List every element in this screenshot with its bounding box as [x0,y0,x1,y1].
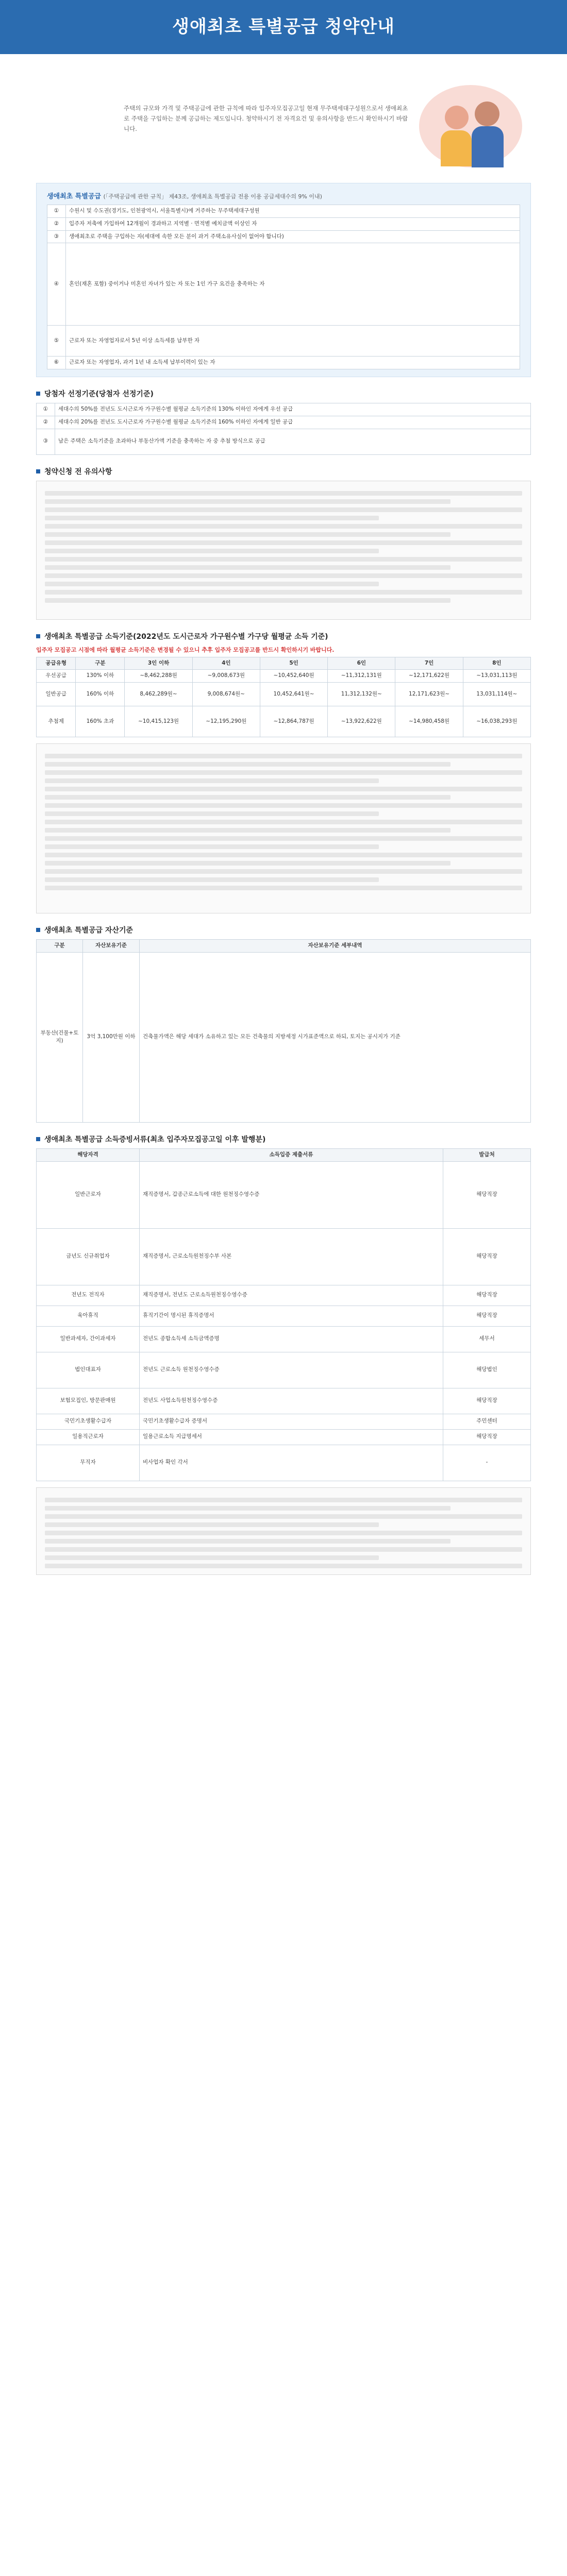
caution-section-title: 청약신청 전 유의사항 [36,466,531,477]
criteria-title: 생애최초 특별공급 (「주택공급에 관한 규칙」 제43조, 생애최초 특별공급 전용 이용 공급세대수의 9% 이내) [47,193,322,200]
selection-section-title: 당첨자 선정기준(당첨자 선정기준) [36,388,531,399]
docs-section-title: 생애최초 특별공급 소득증빙서류(최초 입주자모집공고일 이후 발행분) [36,1134,531,1144]
page-title: 생애최초 특별공급 청약안내 [172,16,395,37]
criteria-table: ① 수원시 및 수도권(경기도, 인천광역시, 서울특별시)에 거주하는 무주택세대구성원 ② 입주자 저축에 가입하여 12개월이 경과하고 지역별 · 면적별 예치금액 이상인 자 ③ 생애최초로 주택을 구입하는 자(세대에 속한 모든 분이 과거 주택소유사실이 없어야 합니다) ④ 혼인(재혼 포함) 중이거나 미혼인 자녀가 있는 자 또는 1인 가구 요건을 충족하는 자 ⑤ 근로자 또는 자영업자로서 5년 이상 소득세를 납부한 자 ⑥ 근로자 또는 자영업자, 과거 1년 내 소득세 납부이력이 있는 자 [47,205,520,369]
income-section-title: 생애최초 특별공급 소득기준(2022년도 도시근로자 가구원수별 가구당 월평균 소득 기준) [36,631,531,641]
asset-table: 구분 자산보유기준 자산보유기준 세부내역 부동산(건물+토지) 3억 3,100만원 이하 건축물가액은 해당 세대가 소유하고 있는 모든 건축물의 지방세정 시가표준액으로 하되, 토지는 공시지가 기준 [36,939,531,1123]
asset-section-title: 생애최초 특별공급 자산기준 [36,925,531,935]
caution-box [36,481,531,620]
header-banner [0,0,567,54]
footer-notes [36,1487,531,1575]
income-table: 공급유형 구분 3인 이하 4인 5인 6인 7인 8인 우선공급 130% 이하 ~8,462,288원 ~9,008,673원 ~10,452,640원 ~11,312,131원 ~12,171,622원 ~13,031,113원 일반공급 160% 이하 8,462,289원~ 9,008,674원~ 10,452,641원~ 11,312,132원~ 12,171,623원~ 13,031,114원~ 추첨제 160% 초과 ~10,415,123원 ~12,195,290원 ~12,864,787원 ~13,922,622원 ~14,980,458원 ~16,038,293원 [36,657,531,738]
income-notes-box [36,743,531,913]
selection-table: ① 세대수의 50%를 전년도 도시근로자 가구원수별 월평균 소득기준의 130% 이하인 자에게 우선 공급 ② 세대수의 20%를 전년도 도시근로자 가구원수별 월평균 소득기준의 160% 이하인 자에게 일반 공급 ③ 남은 주택은 소득기준을 초과하나 부동산가액 기준을 충족하는 자 중 추첨 방식으로 공급 [36,403,531,455]
intro-text: 주택의 규모와 가격 및 주택공급에 관한 규칙에 따라 입주자모집공고일 현재 무주택세대구성원으로서 생애최초로 주택을 구입하는 분께 공급하는 제도입니다. 청약하시기 전 자격요건 및 유의사항을 반드시 확인하시기 바랍니다. [124,105,408,133]
criteria-box [36,183,531,377]
income-warning: 입주자 모집공고 시점에 따라 월평균 소득기준은 변경될 수 있으니 추후 입주자 모집공고를 반드시 확인하시기 바랍니다. [36,646,335,653]
intro-section [0,54,567,183]
docs-table: 해당자격 소득입증 제출서류 발급처 일반근로자 재직증명서, 갑종근로소득에 대한 원천징수영수증 해당직장 금년도 신규취업자 재직증명서, 근로소득원천징수부 사본 해당직장 전년도 전직자 재직증명서, 전년도 근로소득원천징수영수증 해당직장 육아휴직 휴직기간이 명시된 휴직증명서 해당직장 일반과세자, 간이과세자 전년도 종합소득세 소득금액증명 세무서 법인대표자 전년도 근로소득 원천징수영수증 해당법인 보험모집인, 방문판매원 전년도 사업소득원천징수영수증 해당직장 국민기초생활수급자 국민기초생활수급자 증명서 주민센터 일용직근로자 일용근로소득 지급명세서 해당직장 무직자 비사업자 확인 각서 - [36,1148,531,1481]
family-illustration [409,75,531,173]
